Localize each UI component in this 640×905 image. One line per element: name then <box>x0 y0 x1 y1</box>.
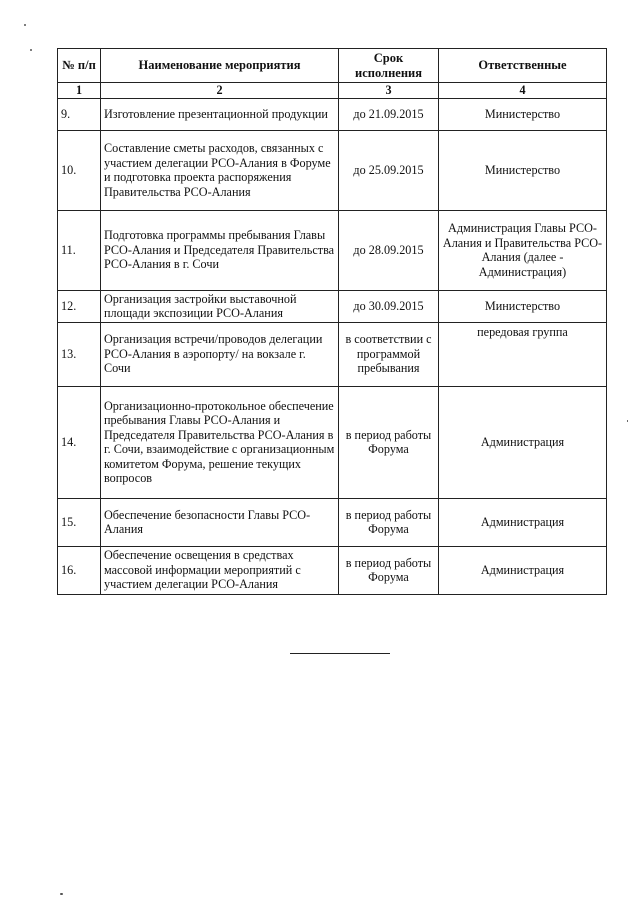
event-name: Подготовка программы пребывания Главы РСО-Алания и Председателя Правительства РСО-Алания в г. Сочи <box>101 210 339 290</box>
row-number: 9. <box>58 98 101 130</box>
responsible: Администрация <box>439 498 607 546</box>
deadline: в период работы Форума <box>339 546 439 594</box>
scan-speck <box>627 420 628 422</box>
scan-speck <box>24 24 26 26</box>
table-row <box>58 210 607 290</box>
event-name: Организация застройки выставочной площади экспозиции РСО-Алания <box>101 290 339 322</box>
event-name: Изготовление презентационной продукции <box>101 98 339 130</box>
table-row <box>58 498 607 546</box>
row-number: 16. <box>58 546 101 594</box>
table-row <box>58 130 607 210</box>
responsible: передовая группа <box>439 322 607 386</box>
responsible: Министерство <box>439 98 607 130</box>
deadline: в период работы Форума <box>339 386 439 498</box>
table-row <box>58 546 607 594</box>
column-index-row <box>58 83 607 99</box>
header-num: № п/п <box>58 49 101 83</box>
table-row <box>58 386 607 498</box>
row-number: 12. <box>58 290 101 322</box>
event-name: Организация встречи/проводов делегации РСО-Алания в аэропорту/ на вокзале г. Сочи <box>101 322 339 386</box>
deadline: до 25.09.2015 <box>339 130 439 210</box>
column-index: 4 <box>439 83 607 99</box>
scan-speck <box>60 893 63 895</box>
event-name: Обеспечение освещения в средствах массовой информации мероприятий с участием делегации РСО-Алания <box>101 546 339 594</box>
scan-speck <box>30 49 32 51</box>
deadline: до 30.09.2015 <box>339 290 439 322</box>
deadline: до 28.09.2015 <box>339 210 439 290</box>
responsible: Министерство <box>439 290 607 322</box>
deadline: до 21.09.2015 <box>339 98 439 130</box>
header-responsible: Ответственные <box>439 49 607 83</box>
event-name: Организационно-протокольное обеспечение пребывания Главы РСО-Алания и Председателя Правительства РСО-Алания в г. Сочи, взаимодействие с организационным комитетом Форума, решение текущих вопросов <box>101 386 339 498</box>
event-name: Обеспечение безопасности Главы РСО-Алания <box>101 498 339 546</box>
column-index: 2 <box>101 83 339 99</box>
events-table <box>57 48 607 595</box>
row-number: 10. <box>58 130 101 210</box>
closing-rule <box>290 653 390 654</box>
row-number: 15. <box>58 498 101 546</box>
row-number: 11. <box>58 210 101 290</box>
row-number: 14. <box>58 386 101 498</box>
column-index: 1 <box>58 83 101 99</box>
table-row <box>58 98 607 130</box>
event-name: Составление сметы расходов, связанных с участием делегации РСО-Алания в Форуме и подготовка проекта распоряжения Правительства РСО-Алания <box>101 130 339 210</box>
table-row <box>58 322 607 386</box>
column-index: 3 <box>339 83 439 99</box>
deadline: в период работы Форума <box>339 498 439 546</box>
row-number: 13. <box>58 322 101 386</box>
header-name: Наименование мероприятия <box>101 49 339 83</box>
deadline: в соответствии с программой пребывания <box>339 322 439 386</box>
table-row <box>58 290 607 322</box>
table-header-row <box>58 49 607 83</box>
responsible: Администрация Главы РСО-Алания и Правительства РСО-Алания (далее - Администрация) <box>439 210 607 290</box>
responsible: Администрация <box>439 546 607 594</box>
responsible: Администрация <box>439 386 607 498</box>
header-deadline: Срок исполнения <box>339 49 439 83</box>
responsible: Министерство <box>439 130 607 210</box>
